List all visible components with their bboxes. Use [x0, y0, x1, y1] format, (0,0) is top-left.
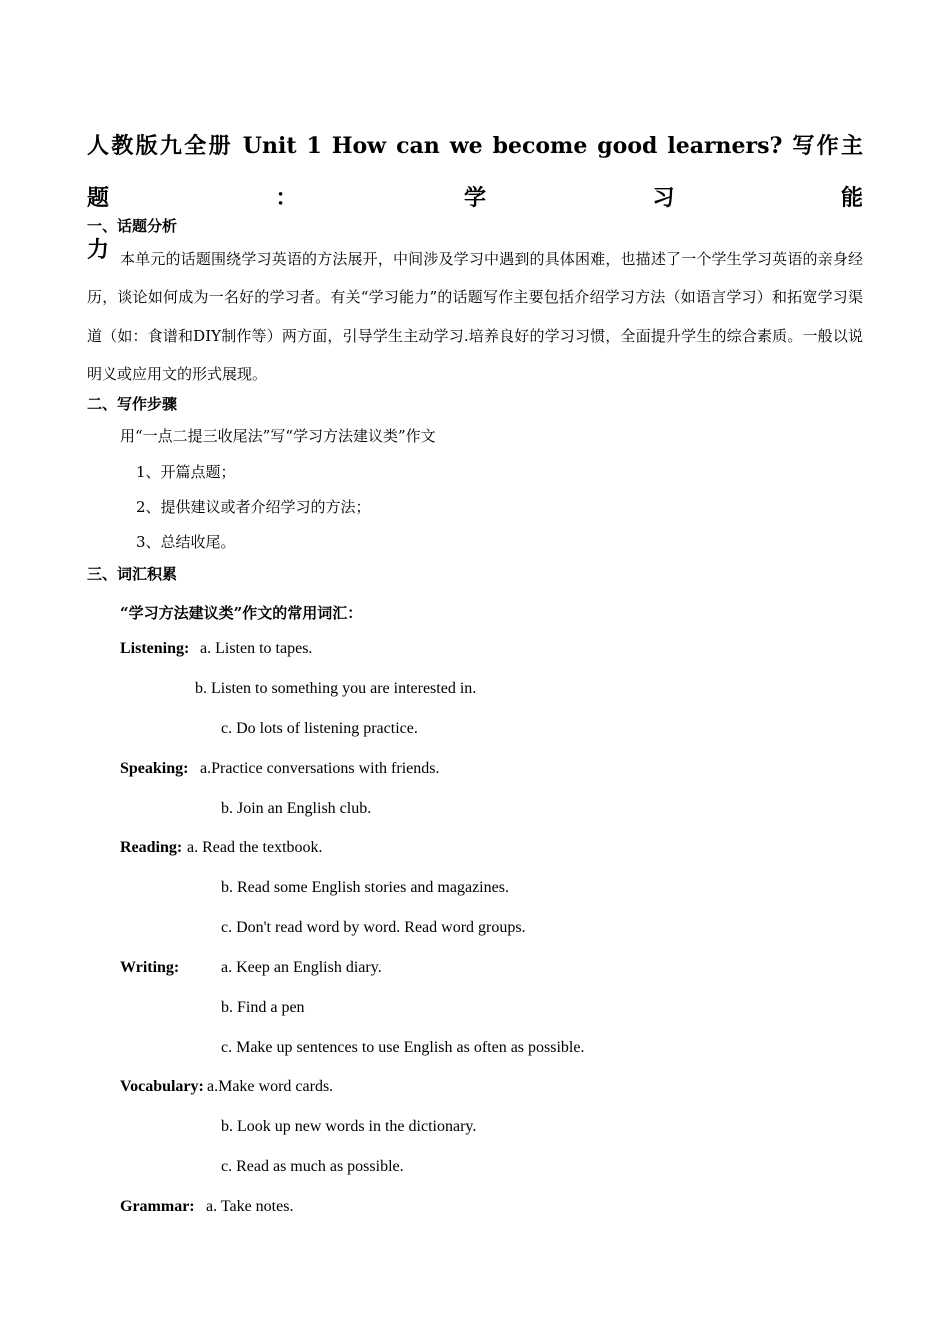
speaking-item: a.Practice conversations with friends. — [200, 760, 440, 777]
listening-item: a. Listen to tapes. — [200, 640, 313, 657]
reading-item: a. Read the textbook. — [187, 839, 323, 856]
listening-label: Listening: — [120, 640, 190, 657]
writing-item: a. Keep an English diary. — [221, 959, 382, 976]
writing-label: Writing: — [120, 959, 180, 976]
vocabulary-item: a.Make word cards. — [207, 1078, 334, 1095]
writing-step-2: 2、提供建议或者介绍学习的方法； — [136, 498, 371, 516]
writing-steps-intro: 用“一点二提三收尾法”写“学习方法建议类”作文 — [120, 427, 436, 445]
grammar-label: Grammar: — [120, 1198, 195, 1215]
section-heading-topic-analysis: 一、话题分析 — [87, 217, 178, 235]
writing-step-3: 3、总结收尾。 — [136, 533, 236, 551]
section-heading-writing-steps: 二、写作步骤 — [87, 395, 178, 413]
speaking-label: Speaking: — [120, 760, 189, 777]
topic-analysis-paragraph: 本单元的话题围绕学习英语的方法展开，中间涉及学习中遇到的具体困难，也描述了一个学生学习英语的亲身经历，谈论如何成为一名好的学习者。有关“学习能力”的话题写作主要包括介绍学习方法（如语言学习）和拓宽学习渠道（如：食谱和DIY制作等）两方面，引导学生主动学习.培养良好的学习习惯，全面提升学生的综合素质。一般以说明义或应用文的形式展现。 — [87, 250, 863, 383]
grammar-item: a. Take notes. — [206, 1198, 294, 1215]
writing-item: b. Find a pen — [221, 999, 305, 1016]
speaking-item: b. Join an English club. — [221, 800, 372, 817]
vocabulary-label: Vocabulary: — [120, 1078, 204, 1095]
listening-item: b. Listen to something you are interested in. — [195, 680, 477, 697]
writing-item: c. Make up sentences to use English as often as possible. — [221, 1039, 585, 1056]
vocabulary-item: c. Read as much as possible. — [221, 1158, 404, 1175]
section-heading-vocabulary: 三、词汇积累 — [87, 565, 178, 583]
vocabulary-item: b. Look up new words in the dictionary. — [221, 1118, 477, 1135]
reading-item: c. Don't read word by word. Read word groups. — [221, 919, 526, 936]
vocabulary-subheading: “学习方法建议类”作文的常用词汇： — [120, 604, 363, 622]
writing-step-1: 1、开篇点题； — [136, 463, 236, 481]
page-title-line-2: 力 — [87, 237, 110, 263]
listening-item: c. Do lots of listening practice. — [221, 720, 418, 737]
reading-label: Reading: — [120, 839, 183, 856]
reading-item: b. Read some English stories and magazines. — [221, 879, 509, 896]
page-title-line-1: 人教版九全册 Unit 1 How can we become good learners? 写作主题：学习能 — [87, 133, 863, 211]
